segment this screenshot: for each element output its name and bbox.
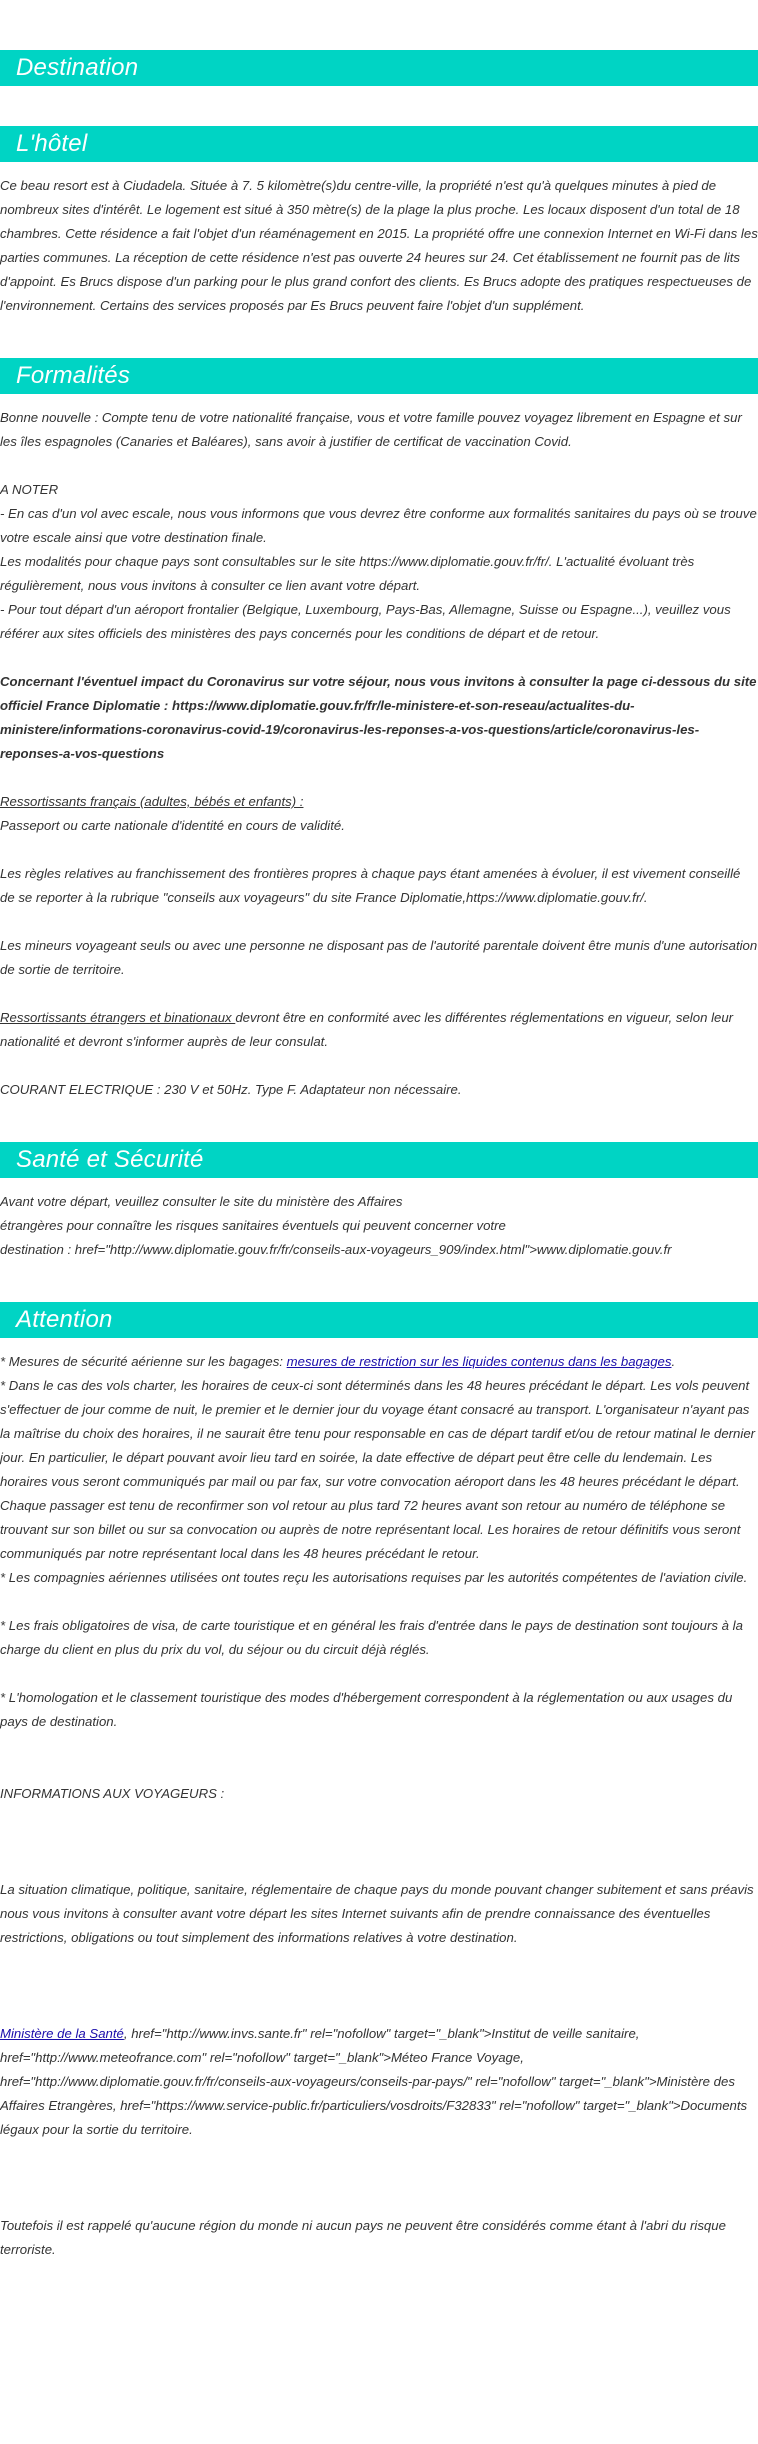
attention-sites [0, 2022, 758, 2142]
section-destination [0, 0, 758, 86]
attention-bagages-text: * Mesures de sécurité aérienne sur les bagages: [0, 1354, 287, 1369]
section-formalites [0, 358, 758, 1102]
section-title-attention: Attention [0, 1302, 758, 1338]
sante-line-1: Avant votre départ, veuillez consulter le site du ministère des Affaires [0, 1194, 403, 1209]
liquides-restriction-link[interactable]: mesures de restriction sur les liquides contenus dans les bagages [286, 1354, 672, 1369]
attention-body [0, 1350, 758, 2262]
attention-situation-2: nous vous invitons à consulter avant votre départ les sites Internet suivants afin de prendre connaissance des éventuelles restrictions, obligations ou tout simplement des informations relatives à votre destination. [0, 1906, 711, 1945]
attention-bagages-end: . [671, 1354, 676, 1369]
formalites-intro: Bonne nouvelle : Compte tenu de votre nationalité française, vous et votre famille pouvez voyagez librement en Espagne et sur les îles espagnoles (Canaries et Baléares), sans avoir à justifier de certificat de vaccination Covid. [0, 410, 742, 449]
ministere-sante-link[interactable]: Ministère de la Santé [0, 2026, 124, 2041]
formalites-etrangers [0, 1006, 758, 1054]
attention-terrorisme: Toutefois il est rappelé qu'aucune région du monde ni aucun pays ne peuvent être considérés comme étant à l'abri du risque terroriste. [0, 2218, 726, 2257]
formalites-mineurs: Les mineurs voyageant seuls ou avec une personne ne disposant pas de l'autorité parentale doivent être munis d'une autorisation de sortie de territoire. [0, 938, 758, 977]
formalites-frontalier: - Pour tout départ d'un aéroport frontalier (Belgique, Luxembourg, Pays-Bas, Allemagne, Suisse ou Espagne...), veuillez vous référer aux sites officiels des ministères des pays concernés pour les conditions de départ et de retour. [0, 602, 731, 641]
attention-compagnies: * Les compagnies aériennes utilisées ont toutes reçu les autorisations requises par les autorités compétentes de l'aviation civile. [0, 1570, 748, 1585]
attention-frais: * Les frais obligatoires de visa, de carte touristique et en général les frais d'entrée dans le pays de destination sont toujours à la charge du client en plus du prix du vol, du séjour ou du circuit déjà réglés. [0, 1618, 743, 1657]
sante-body [0, 1190, 758, 1262]
section-title-sante: Santé et Sécurité [0, 1142, 758, 1178]
sante-line-3: destination : href="http://www.diplomatie.gouv.fr/fr/conseils-aux-voyageurs_909/index.html">www.diplomatie.gouv.fr [0, 1242, 672, 1257]
formalites-regles: Les règles relatives au franchissement des frontières propres à chaque pays étant amenées à évoluer, il est vivement conseillé de se reporter à la rubrique "conseils aux voyageurs" du site France Diplomatie,https://www.diplomatie.gouv.fr/. [0, 866, 741, 905]
formalites-fr-heading: Ressortissants français (adultes, bébés et enfants) : [0, 794, 304, 809]
section-hotel [0, 126, 758, 318]
section-sante [0, 1142, 758, 1262]
attention-bagages [0, 1350, 758, 1374]
sante-line-2: étrangères pour connaître les risques sanitaires éventuels qui peuvent concerner votre [0, 1218, 506, 1233]
formalites-a-noter: A NOTER [0, 482, 59, 497]
attention-charter: * Dans le cas des vols charter, les horaires de ceux-ci sont déterminés dans les 48 heures précédant le départ. Les vols peuvent s'effectuer de jour comme de nuit, le premier et le dernier jour du voyage étant consacré au transport. L'organisateur n'ayant pas la maîtrise du choix des horaires, il ne saurait être tenu pour responsable en cas de départ tardif et/ou de retour matinal le dernier jour. En particulier, le départ pouvant avoir lieu tard en soirée, la date effective de départ peut être celle du lendemain. Les horaires vous seront communiqués par mail ou par fax, sur votre convocation aéroport dans les 48 heures précédant le départ. Chaque passager est tenu de reconfirmer son vol retour au plus tard 72 heures avant son retour au numéro de téléphone se trouvant sur son billet ou sur sa convocation ou auprès de notre représentant local. Les horaires de retour définitifs vous seront communiqués par notre représentant local dans les 48 heures précédant le retour. [0, 1378, 756, 1561]
section-title-formalites: Formalités [0, 358, 758, 394]
formalites-escale: - En cas d'un vol avec escale, nous vous informons que vous devrez être conforme aux formalités sanitaires du pays où se trouve votre escale ainsi que votre destination finale. [0, 506, 757, 545]
attention-informations: INFORMATIONS AUX VOYAGEURS : [0, 1786, 225, 1801]
formalites-electricite: COURANT ELECTRIQUE : 230 V et 50Hz. Type F. Adaptateur non nécessaire. [0, 1082, 462, 1097]
section-attention [0, 1302, 758, 2262]
attention-situation-1: La situation climatique, politique, sanitaire, réglementaire de chaque pays du monde pouvant changer subitement et sans préavis [0, 1882, 754, 1897]
formalites-etrangers-heading: Ressortissants étrangers et binationaux [0, 1010, 236, 1025]
formalites-etrangers-text: devront être en conformité avec les différentes réglementations en vigueur, selon leur nationalité et devront s'informer auprès de leur consulat. [0, 1010, 734, 1049]
formalites-coronavirus: Concernant l'éventuel impact du Coronavirus sur votre séjour, nous vous invitons à consulter la page ci-dessous du site officiel France Diplomatie : https://www.diplomatie.gouv.fr/fr/le-ministere-et-son-reseau/actualites-du-ministere/informations-coronavirus-covid-19/coronavirus-les-reponses-a-vos-questions/article/coronavirus-les-reponses-a-vos-questions [0, 674, 757, 761]
formalites-modalites: Les modalités pour chaque pays sont consultables sur le site https://www.diplomatie.gouv.fr/fr/. L'actualité évoluant très régulièrement, nous vous invitons à consulter ce lien avant votre départ. [0, 554, 695, 593]
attention-homologation: * L'homologation et le classement touristique des modes d'hébergement correspondent à la réglementation ou aux usages du pays de destination. [0, 1690, 733, 1729]
hotel-description [0, 174, 758, 318]
hotel-text: Ce beau resort est à Ciudadela. Située à 7. 5 kilomètre(s)du centre-ville, la propriété n'est qu'à quelques minutes à pied de nombreux sites d'intérêt. Le logement est situé à 350 mètre(s) de la plage la plus proche. Les locaux disposent d'un total de 18 chambres. Cette résidence a fait l'objet d'un réaménagement en 2015. La propriété offre une connexion Internet en Wi-Fi dans les parties communes. La réception de cette résidence n'est pas ouverte 24 heures sur 24. Cet établissement ne fournit pas de lits d'appoint. Es Brucs dispose d'un parking pour le plus grand confort des clients. Es Brucs adopte des pratiques respectueuses de l'environnement. Certains des services proposés par Es Brucs peuvent faire l'objet d'un supplément. [0, 178, 758, 313]
section-title-hotel: L'hôtel [0, 126, 758, 162]
attention-sites-text: , href="http://www.invs.sante.fr" rel="nofollow" target="_blank">Institut de veille sanitaire, href="http://www.meteofrance.com" rel="nofollow" target="_blank">Méteo France Voyage, href="http://www.diplomatie.gouv.fr/fr/conseils-aux-voyageurs/conseils-par-pays/" rel="nofollow" target="_blank">Ministère des Affaires Etrangères, href="https://www.service-public.fr/particuliers/vosdroits/F32833" rel="nofollow" target="_blank">Documents légaux pour la sortie du territoire. [0, 2026, 748, 2137]
formalites-body [0, 406, 758, 1102]
section-title-destination: Destination [0, 50, 758, 86]
formalites-fr-text: Passeport ou carte nationale d'identité en cours de validité. [0, 818, 345, 833]
